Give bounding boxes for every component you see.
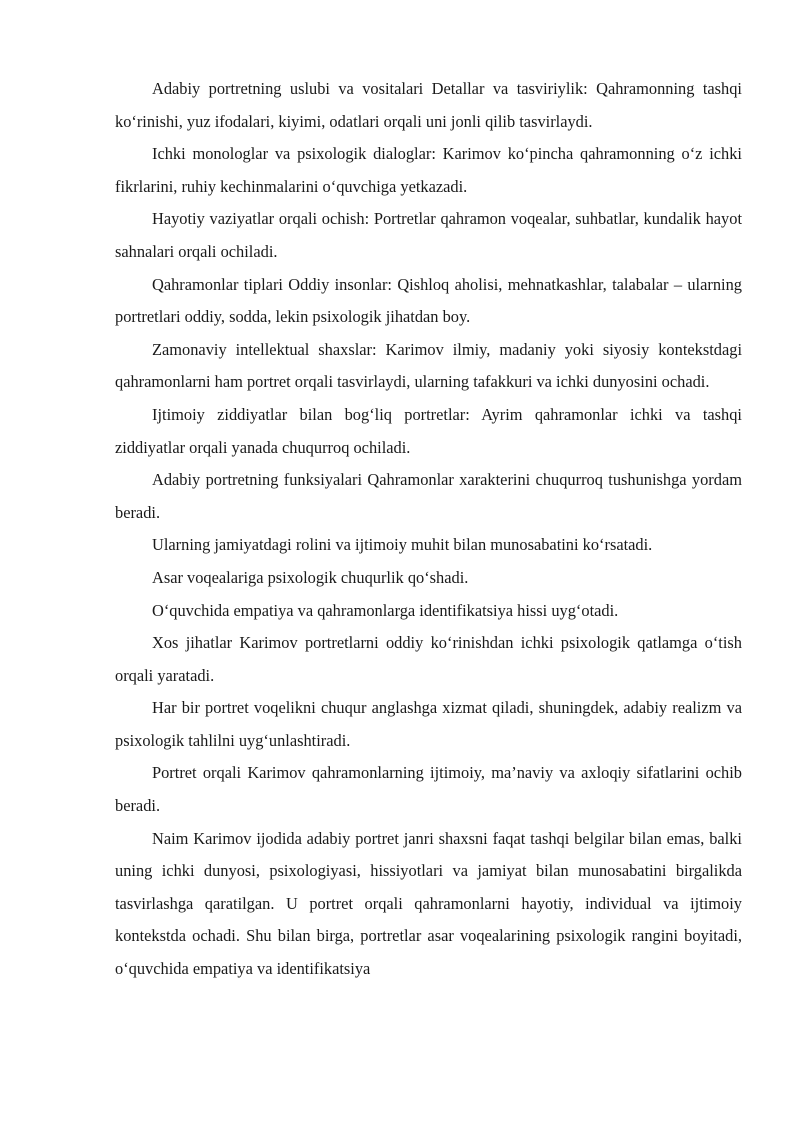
paragraph-distinctive-features: Xos jihatlar Karimov portretlarni oddiy koʻrinishdan ichki psixologik qatlamga oʻtish orqali yaratadi.: [115, 633, 742, 685]
paragraph-character-types: Qahramonlar tiplari Oddiy insonlar: Qishloq aholisi, mehnatkashlar, talabalar – ularning portretlari oddiy, sodda, lekin psixologik jihatdan boy.: [115, 274, 742, 327]
paragraph-moral-qualities: Portret orqali Karimov qahramonlarning ijtimoiy, ma’naviy va axloqiy sifatlarini ochib beradi.: [115, 763, 742, 816]
paragraph-social-contradictions: Ijtimoiy ziddiyatlar bilan bogʻliq portretlar: Ayrim qahramonlar ichki va tashqi ziddiyatlar orqali yanada chuqurroq ochiladi.: [115, 404, 742, 457]
paragraph-realism: Har bir portret voqelikni chuqur anglashga xizmat qiladi, shuningdek, adabiy realizm va psixologik tahlilni uygʻunlashtiradi.: [115, 698, 742, 750]
paragraph-psychological-depth: Asar voqealariga psixologik chuqurlik qoʻshadi.: [152, 567, 469, 587]
paragraph-portrait-style: Adabiy portretning uslubi va vositalari Detallar va tasviriylik: Qahramonning tashqi koʻrinishi, yuz ifodalari, kiyimi, odatlari orqali uni jonli qilib tasvirlaydi.: [115, 79, 742, 131]
paragraph-intellectual-figures: Zamonaviy intellektual shaxslar: Karimov ilmiy, madaniy yoki siyosiy kontekstdagi qahramonlarni ham portret orqali tasvirlaydi, ularning tafakkuri va ichki dunyosini ochadi.: [115, 339, 742, 392]
paragraph-empathy: Oʻquvchida empatiya va qahramonlarga identifikatsiya hissi uygʻotadi.: [152, 600, 619, 620]
paragraph-conclusion: Naim Karimov ijodida adabiy portret janri shaxsni faqat tashqi belgilar bilan emas, balki uning ichki dunyosi, psixologiyasi, hissiyotlari va jamiyat bilan munosabatini birgalikda tasvirlashga qaratilgan. U portret orqali qahramonlarni hayotiy, individual va ijtimoiy kontekstda ochadi. Shu bilan birga, portretlar asar voqealarining psixologik rangini boyitadi, oʻquvchida empatiya va identifikatsiya: [115, 828, 742, 979]
document-page: [115, 73, 742, 986]
paragraph-life-situations: Hayotiy vaziyatlar orqali ochish: Portretlar qahramon voqealar, suhbatlar, kundalik hayot sahnalari orqali ochiladi.: [115, 209, 742, 261]
paragraph-portrait-functions: Adabiy portretning funksiyalari Qahramonlar xarakterini chuqurroq tushunishga yordam beradi.: [115, 470, 742, 522]
paragraph-social-role: Ularning jamiyatdagi rolini va ijtimoiy muhit bilan munosabatini koʻrsatadi.: [152, 535, 653, 555]
paragraph-inner-monologues: Ichki monologlar va psixologik dialoglar: Karimov koʻpincha qahramonning oʻz ichki fikrlarini, ruhiy kechinmalarini oʻquvchiga yetkazadi.: [115, 144, 742, 196]
